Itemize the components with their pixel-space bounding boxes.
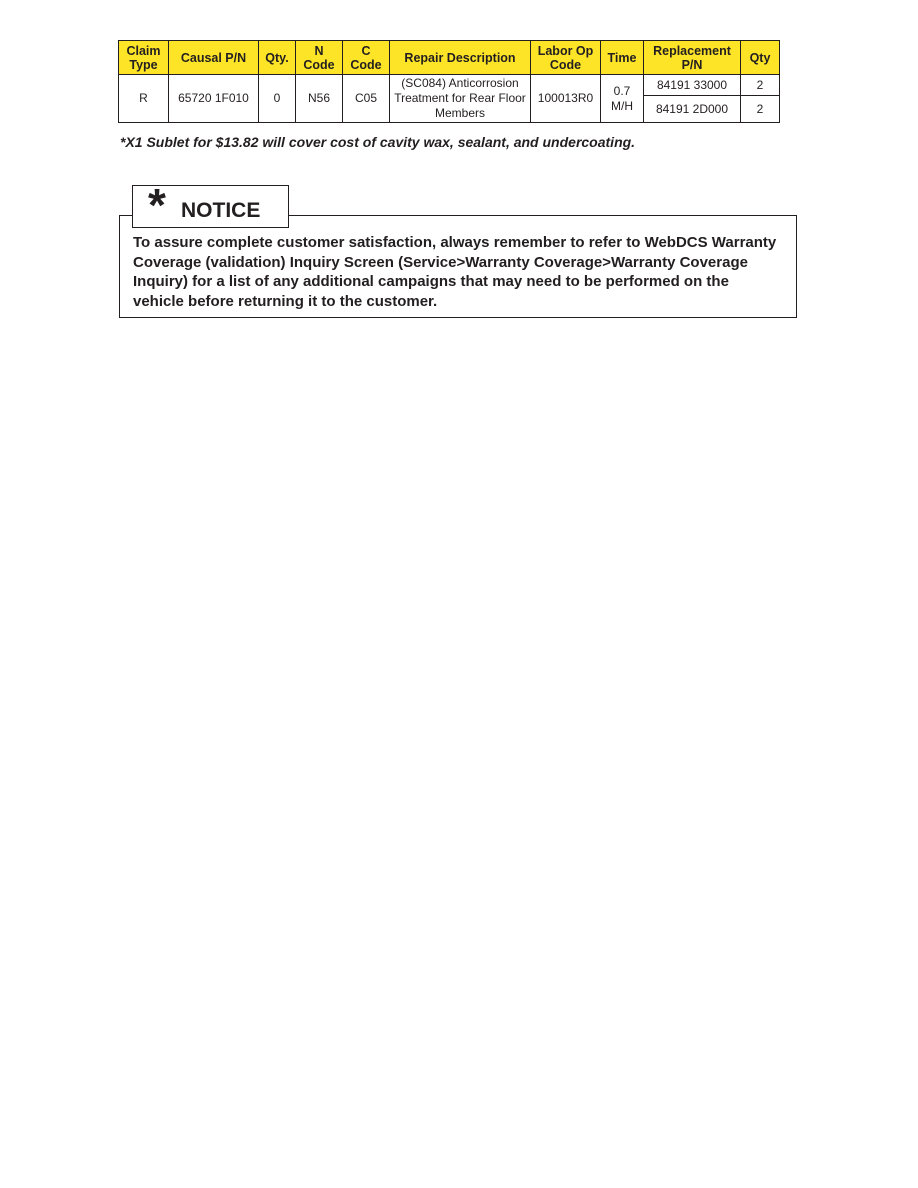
header-causal-pn: Causal P/N xyxy=(169,41,259,75)
cell-qty: 0 xyxy=(259,75,296,123)
header-n-code: N Code xyxy=(296,41,343,75)
table-header-row xyxy=(119,41,780,75)
asterisk-icon: * xyxy=(148,179,166,231)
header-repair-description: Repair Description xyxy=(390,41,531,75)
cell-repair-description: (SC084) Anticorrosion Treatment for Rear Floor Members xyxy=(390,75,531,123)
cell-replacement-qty-1: 2 xyxy=(741,75,780,96)
header-replacement-pn: Replacement P/N xyxy=(644,41,741,75)
cell-replacement-qty-2: 2 xyxy=(741,96,780,123)
notice-text: To assure complete customer satisfaction, always remember to refer to WebDCS Warranty Coverage (validation) Inquiry Screen (Service>Warranty Coverage>Warranty Coverage Inquiry) for a list of any additional campaigns that may need to be performed on the vehicle before returning it to the customer. xyxy=(133,234,777,310)
header-replacement-qty: Qty xyxy=(741,41,780,75)
cell-claim-type: R xyxy=(119,75,169,123)
header-claim-type: Claim Type xyxy=(119,41,169,75)
cell-c-code: C05 xyxy=(343,75,390,123)
cell-causal-pn: 65720 1F010 xyxy=(169,75,259,123)
notice-tab xyxy=(132,179,289,231)
header-c-code: C Code xyxy=(343,41,390,75)
cell-n-code: N56 xyxy=(296,75,343,123)
header-time: Time xyxy=(601,41,644,75)
cell-time: 0.7 M/H xyxy=(601,75,644,123)
cell-labor-op-code: 100013R0 xyxy=(531,75,601,123)
header-qty: Qty. xyxy=(259,41,296,75)
cell-replacement-pn-2: 84191 2D000 xyxy=(644,96,741,123)
notice-title: NOTICE xyxy=(181,199,261,222)
table-row xyxy=(119,75,780,96)
sublet-note: *X1 Sublet for $13.82 will cover cost of cavity wax, sealant, and undercoating. xyxy=(120,134,636,150)
claim-table xyxy=(118,40,780,123)
header-labor-op-code: Labor Op Code xyxy=(531,41,601,75)
cell-replacement-pn-1: 84191 33000 xyxy=(644,75,741,96)
